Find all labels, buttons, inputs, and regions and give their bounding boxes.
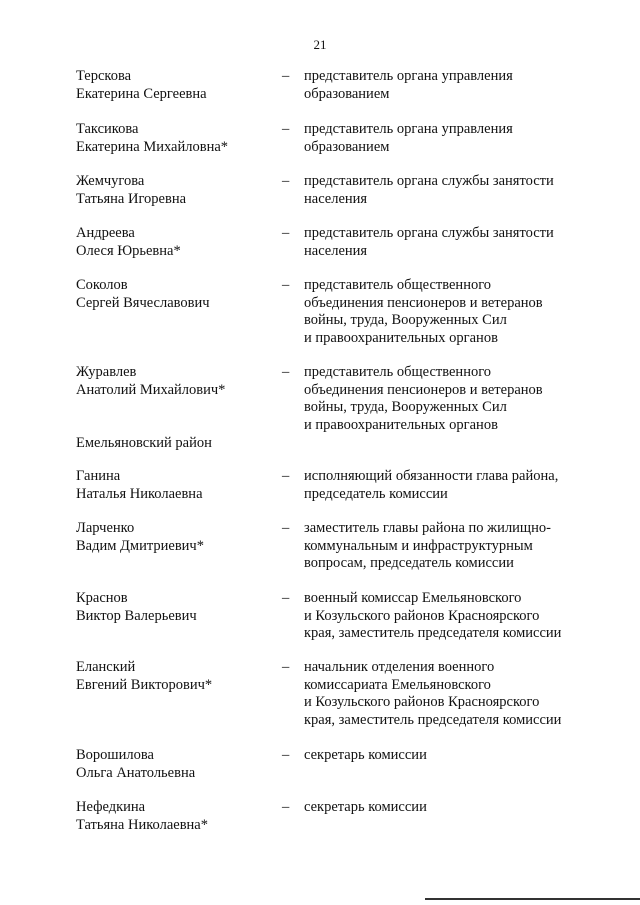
duty-line: секретарь комиссии (304, 799, 427, 815)
member-duty (304, 659, 624, 729)
member-surname: Соколов (76, 277, 128, 293)
member-duty (304, 364, 624, 434)
duty-line: образованием (304, 138, 390, 155)
duty-line: представитель органа управления (304, 121, 513, 137)
duty-line: военный комиссар Емельяновского (304, 590, 522, 606)
duty-line: начальник отделения военного (304, 659, 495, 675)
member-name (76, 364, 276, 399)
member-given-names: Наталья Николаевна (76, 485, 203, 502)
member-name (76, 173, 276, 208)
member-name (76, 590, 276, 625)
member-surname: Ворошилова (76, 747, 154, 763)
member-surname: Нефедкина (76, 799, 146, 815)
member-given-names: Олеся Юрьевна* (76, 242, 181, 259)
duty-line: населения (304, 242, 368, 259)
duty-line: председатель комиссии (304, 485, 448, 502)
member-surname: Таксикова (76, 121, 139, 137)
member-given-names: Евгений Викторович* (76, 676, 213, 693)
duty-line: и Козульского районов Красноярского (304, 694, 540, 710)
duty-line: края, заместитель председателя комиссии (304, 711, 562, 728)
duty-line: края, заместитель председателя комиссии (304, 625, 562, 641)
bottom-rule (425, 898, 640, 900)
member-name (76, 520, 276, 555)
member-name (76, 468, 276, 503)
member-surname: Ларченко (76, 520, 135, 536)
member-given-names: Сергей Вячеславович (76, 294, 210, 311)
member-duty (304, 225, 624, 260)
duty-line: представитель общественного (304, 364, 492, 380)
member-name (76, 277, 276, 312)
member-duty (304, 520, 624, 573)
dash-separator: – (282, 590, 290, 606)
duty-line: представитель общественного (304, 277, 492, 293)
dash-separator: – (282, 121, 290, 137)
member-name (76, 121, 276, 156)
dash-separator: – (282, 364, 290, 380)
member-name (76, 68, 276, 103)
member-duty (304, 173, 624, 208)
duty-line: коммунальным и инфраструктурным (304, 537, 533, 554)
duty-line: войны, труда, Вооруженных Сил (304, 312, 507, 328)
member-duty (304, 799, 624, 817)
dash-separator: – (282, 799, 290, 815)
member-given-names: Вадим Дмитриевич* (76, 537, 204, 554)
member-surname: Терскова (76, 68, 132, 84)
member-given-names: Татьяна Игоревна (76, 190, 187, 207)
member-given-names: Татьяна Николаевна* (76, 816, 208, 833)
page-number: 21 (313, 37, 327, 52)
duty-line: объединения пенсионеров и ветеранов (304, 294, 543, 311)
duty-line: и правоохранительных органов (304, 416, 498, 433)
member-surname: Андреева (76, 225, 135, 241)
duty-line: комиссариата Емельяновского (304, 676, 491, 693)
member-name (76, 225, 276, 260)
member-duty (304, 468, 624, 503)
member-given-names: Екатерина Сергеевна (76, 85, 207, 102)
member-given-names: Екатерина Михайловна* (76, 138, 229, 155)
duty-line: представитель органа службы занятости (304, 225, 554, 241)
dash-separator: – (282, 468, 290, 484)
duty-line: секретарь комиссии (304, 747, 427, 763)
member-duty (304, 68, 624, 103)
member-given-names: Ольга Анатольевна (76, 764, 196, 781)
dash-separator: – (282, 520, 290, 536)
duty-line: заместитель главы района по жилищно- (304, 520, 551, 536)
duty-line: вопросам, председатель комиссии (304, 555, 514, 571)
member-surname: Журавлев (76, 364, 137, 380)
member-given-names: Виктор Валерьевич (76, 607, 197, 624)
member-duty (304, 121, 624, 156)
duty-line: и правоохранительных органов (304, 329, 498, 346)
member-surname: Ганина (76, 468, 121, 484)
member-name (76, 747, 276, 782)
dash-separator: – (282, 173, 290, 189)
duty-line: объединения пенсионеров и ветеранов (304, 381, 543, 398)
dash-separator: – (282, 747, 290, 763)
dash-separator: – (282, 68, 290, 84)
member-duty (304, 747, 624, 765)
member-duty (304, 277, 624, 347)
duty-line: образованием (304, 85, 390, 102)
duty-line: представитель органа управления (304, 68, 513, 84)
member-surname: Краснов (76, 590, 128, 606)
duty-line: исполняющий обязанности глава района, (304, 468, 559, 484)
duty-line: населения (304, 190, 368, 207)
member-name (76, 799, 276, 834)
dash-separator: – (282, 225, 290, 241)
member-given-names: Анатолий Михайлович* (76, 381, 226, 398)
member-surname: Жемчугова (76, 173, 145, 189)
member-surname: Еланский (76, 659, 136, 675)
member-name (76, 659, 276, 694)
member-duty (304, 590, 624, 643)
duty-line: представитель органа службы занятости (304, 173, 554, 189)
duty-line: войны, труда, Вооруженных Сил (304, 399, 507, 415)
duty-line: и Козульского районов Красноярского (304, 607, 540, 624)
district-section-title: Емельяновский район (76, 435, 212, 451)
dash-separator: – (282, 277, 290, 293)
dash-separator: – (282, 659, 290, 675)
